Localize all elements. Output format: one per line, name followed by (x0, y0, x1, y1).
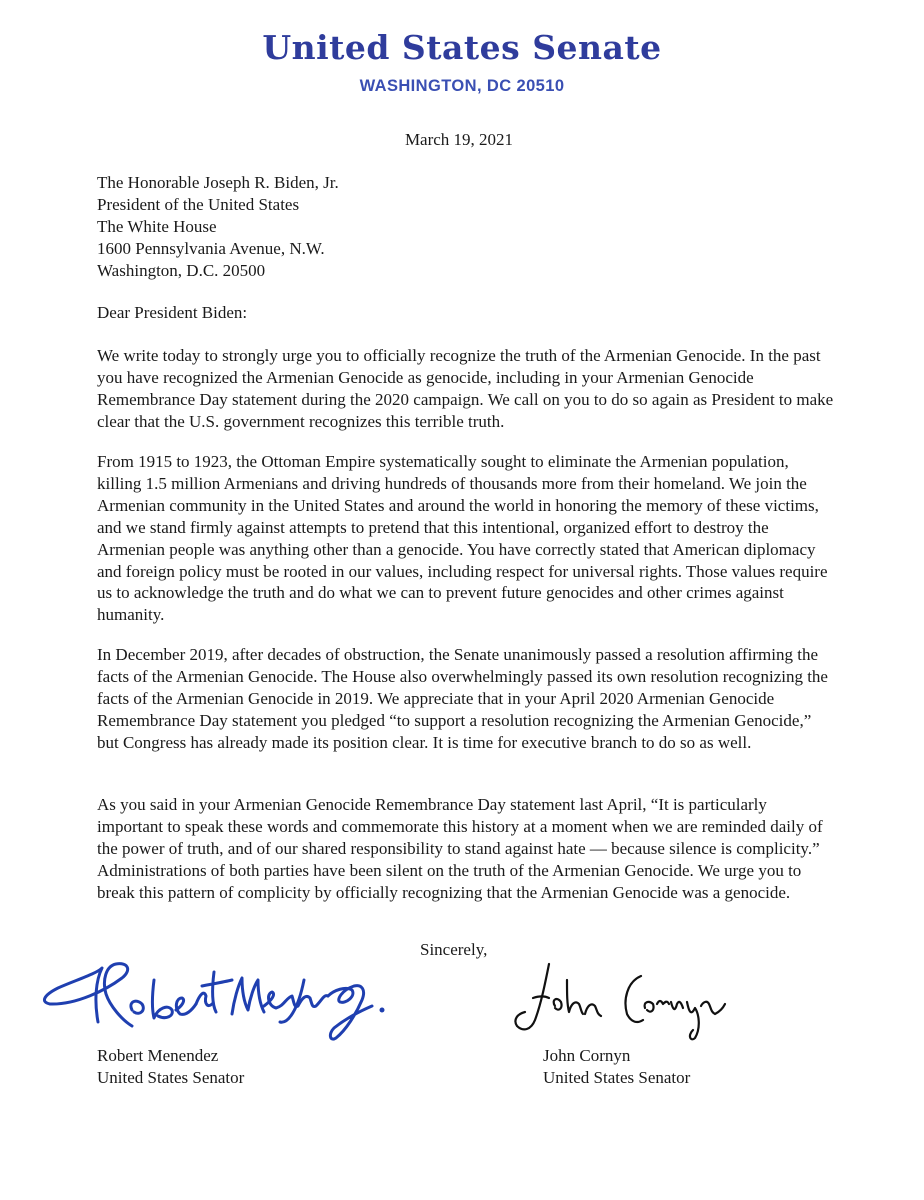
letterhead-title: United States Senate (262, 28, 662, 67)
signature-cornyn (505, 958, 735, 1048)
recipient-line: 1600 Pennsylvania Avenue, N.W. (97, 238, 325, 258)
body-paragraph: As you said in your Armenian Genocide Remembrance Day statement last April, “It is particularly important to speak these words and commemorate this history at a moment when we are reminded daily of the power of truth, and of our shared responsibility to stand against hate — because silence is complicity.” Administrations of both parties have been silent on the truth of the Armenian Genocide. We urge you to break this pattern of complicity by officially recognizing that the Armenian Genocide was a genocide. (97, 795, 823, 902)
body-paragraph: In December 2019, after decades of obstruction, the Senate unanimously passed a resolution affirming the facts of the Armenian Genocide. The House also overwhelmingly passed its own resolution recognizing the facts of the Armenian Genocide in 2019. We appreciate that in your April 2020 Armenian Genocide Remembrance Day statement you pledged “to support a resolution recognizing the Armenian Genocide,” but Congress has already made its position clear. It is time for executive branch to do so as well. (97, 645, 828, 752)
letterhead (0, 28, 924, 96)
recipient-line: Washington, D.C. 20500 (97, 260, 266, 280)
body-paragraph: We write today to strongly urge you to officially recognize the truth of the Armenian Genocide. In the past you have recognized the Armenian Genocide as genocide, including in your Armenian Genocide Remembrance Day statement during the 2020 campaign. We call on you to do so again as President to make clear that the U.S. government recognizes this terrible truth. (97, 346, 834, 431)
recipient-line: President of the United States (97, 194, 300, 214)
signatory-name: John Cornyn (543, 1046, 631, 1065)
signature-menendez (36, 950, 406, 1050)
closing: Sincerely, (420, 940, 488, 959)
salutation: Dear President Biden: (97, 303, 248, 322)
letter-date: March 19, 2021 (404, 130, 514, 149)
recipient-line: The Honorable Joseph R. Biden, Jr. (97, 173, 339, 192)
recipient-address (97, 172, 837, 282)
signatory-title: United States Senator (97, 1068, 245, 1087)
signatory-menendez (97, 1045, 244, 1089)
letterhead-address: WASHINGTON, DC 20510 (359, 77, 565, 95)
signatory-title: United States Senator (543, 1068, 691, 1087)
body-paragraph: From 1915 to 1923, the Ottoman Empire systematically sought to eliminate the Armenian population, killing 1.5 million Armenians and driving hundreds of thousands more from their homeland. We join the Armenian community in the United States and around the world in honoring the memory of these victims, and we stand firmly against attempts to pretend that this intentional, organized effort to destroy the Armenian people was anything other than a genocide. You have correctly stated that American diplomacy and foreign policy must be rooted in our values, including respect for universal rights. Those values require us to acknowledge the truth and do what we can to prevent future genocides and other crimes against humanity. (97, 452, 828, 625)
recipient-line: The White House (97, 216, 217, 236)
signatory-cornyn (543, 1045, 690, 1089)
signatory-name: Robert Menendez (97, 1046, 219, 1065)
